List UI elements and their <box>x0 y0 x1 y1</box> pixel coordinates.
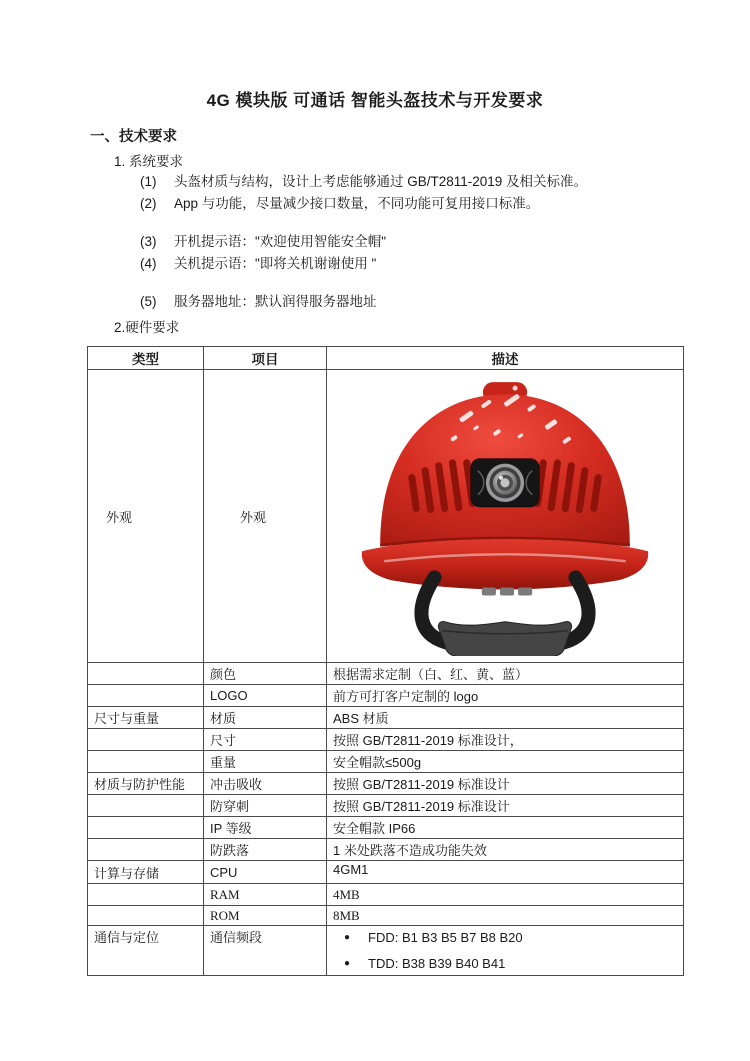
cell-item: 通信频段 <box>204 926 327 976</box>
header-item: 项目 <box>204 347 327 370</box>
list-item-number: (3) <box>140 234 157 249</box>
band-line-fdd <box>333 927 677 948</box>
page-title: 4G 模块版 可通话 智能头盔技术与开发要求 <box>206 91 544 110</box>
band-text: FDD: B1 B3 B5 B7 B8 B20 <box>368 930 523 945</box>
cell-item: CPU <box>204 861 327 884</box>
cell-desc: 4MB <box>327 884 684 906</box>
cell-type <box>88 906 204 926</box>
table-row <box>88 707 684 729</box>
cell-type <box>88 663 204 685</box>
bullet-icon: ● <box>344 958 351 969</box>
cell-type: 通信与定位 <box>88 926 204 976</box>
cell-desc: 8MB <box>327 906 684 926</box>
cell-desc: 1 米处跌落不造成功能失效 <box>327 839 684 861</box>
table-row-communication <box>88 926 684 976</box>
cell-item: LOGO <box>204 685 327 707</box>
cell-type <box>88 685 204 707</box>
band-text: TDD: B38 B39 B40 B41 <box>368 956 506 971</box>
cell-type <box>88 751 204 773</box>
cell-type: 材质与防护性能 <box>88 773 204 795</box>
cell-desc: 按照 GB/T2811-2019 标准设计 <box>327 773 684 795</box>
cell-item: 颜色 <box>204 663 327 685</box>
table-row <box>88 685 684 707</box>
cell-desc: ABS 材质 <box>327 707 684 729</box>
cell-desc: 安全帽款≤500g <box>327 751 684 773</box>
cell-item: 材质 <box>204 707 327 729</box>
table-row <box>88 729 684 751</box>
list-item <box>140 231 683 253</box>
helmet-image <box>327 370 684 663</box>
table-header-row <box>88 347 684 370</box>
cell-desc: 根据需求定制（白、红、黄、蓝） <box>327 663 684 685</box>
table-row <box>88 884 684 906</box>
cell-type: 外观 <box>88 370 204 663</box>
cell-desc-bands <box>327 926 684 976</box>
list-item-number: (2) <box>140 196 157 211</box>
table-row-appearance <box>88 370 684 663</box>
cell-desc: 按照 GB/T2811-2019 标准设计 <box>327 795 684 817</box>
band-line-tdd <box>333 953 677 974</box>
list-item-number: (4) <box>140 256 157 271</box>
list-item <box>140 171 683 193</box>
list-item-text: 关机提示语："即将关机谢谢使用 " <box>174 256 377 271</box>
bullet-icon: ● <box>344 932 351 943</box>
list-item <box>140 193 683 215</box>
list-item-text: 开机提示语："欢迎使用智能安全帽" <box>174 234 387 249</box>
header-type: 类型 <box>88 347 204 370</box>
section-heading-tech: 一、技术要求 <box>90 129 177 145</box>
cell-desc: 按照 GB/T2811-2019 标准设计， <box>327 729 684 751</box>
table-row <box>88 861 684 884</box>
cell-type: 计算与存储 <box>88 861 204 884</box>
table-row <box>88 663 684 685</box>
table-row <box>88 795 684 817</box>
cell-item: 外观 <box>204 370 327 663</box>
table-row <box>88 751 684 773</box>
cell-type <box>88 884 204 906</box>
list-item-number: (1) <box>140 174 157 189</box>
cell-desc: 4GM1 <box>327 861 684 884</box>
cell-item: 重量 <box>204 751 327 773</box>
cell-desc: 安全帽款 IP66 <box>327 817 684 839</box>
cell-type <box>88 839 204 861</box>
cell-type <box>88 817 204 839</box>
cell-item: 冲击吸收 <box>204 773 327 795</box>
cell-desc: 前方可打客户定制的 logo <box>327 685 684 707</box>
list-item-number: (5) <box>140 294 157 309</box>
cell-type <box>88 795 204 817</box>
header-desc: 描述 <box>327 347 684 370</box>
list-item <box>140 291 683 313</box>
cell-type <box>88 729 204 751</box>
table-row <box>88 906 684 926</box>
cell-item: ROM <box>204 906 327 926</box>
cell-item: 尺寸 <box>204 729 327 751</box>
subsection-system: 1. 系统要求 <box>114 154 184 169</box>
cell-item: IP 等级 <box>204 817 327 839</box>
cell-item: 防跌落 <box>204 839 327 861</box>
table-row <box>88 817 684 839</box>
cell-item: RAM <box>204 884 327 906</box>
list-item-text: App 与功能，尽量减少接口数量，不同功能可复用接口标准。 <box>174 196 540 211</box>
cell-type: 尺寸与重量 <box>88 707 204 729</box>
cell-item: 防穿刺 <box>204 795 327 817</box>
list-item-text: 头盔材质与结构，设计上考虑能够通过 GB/T2811-2019 及相关标准。 <box>174 174 588 189</box>
subsection-hardware: 2.硬件要求 <box>114 320 180 335</box>
table-row <box>88 839 684 861</box>
hardware-requirements-table <box>87 346 684 976</box>
list-item <box>140 253 683 275</box>
list-item-text: 服务器地址：默认润得服务器地址 <box>174 294 377 309</box>
table-row <box>88 773 684 795</box>
